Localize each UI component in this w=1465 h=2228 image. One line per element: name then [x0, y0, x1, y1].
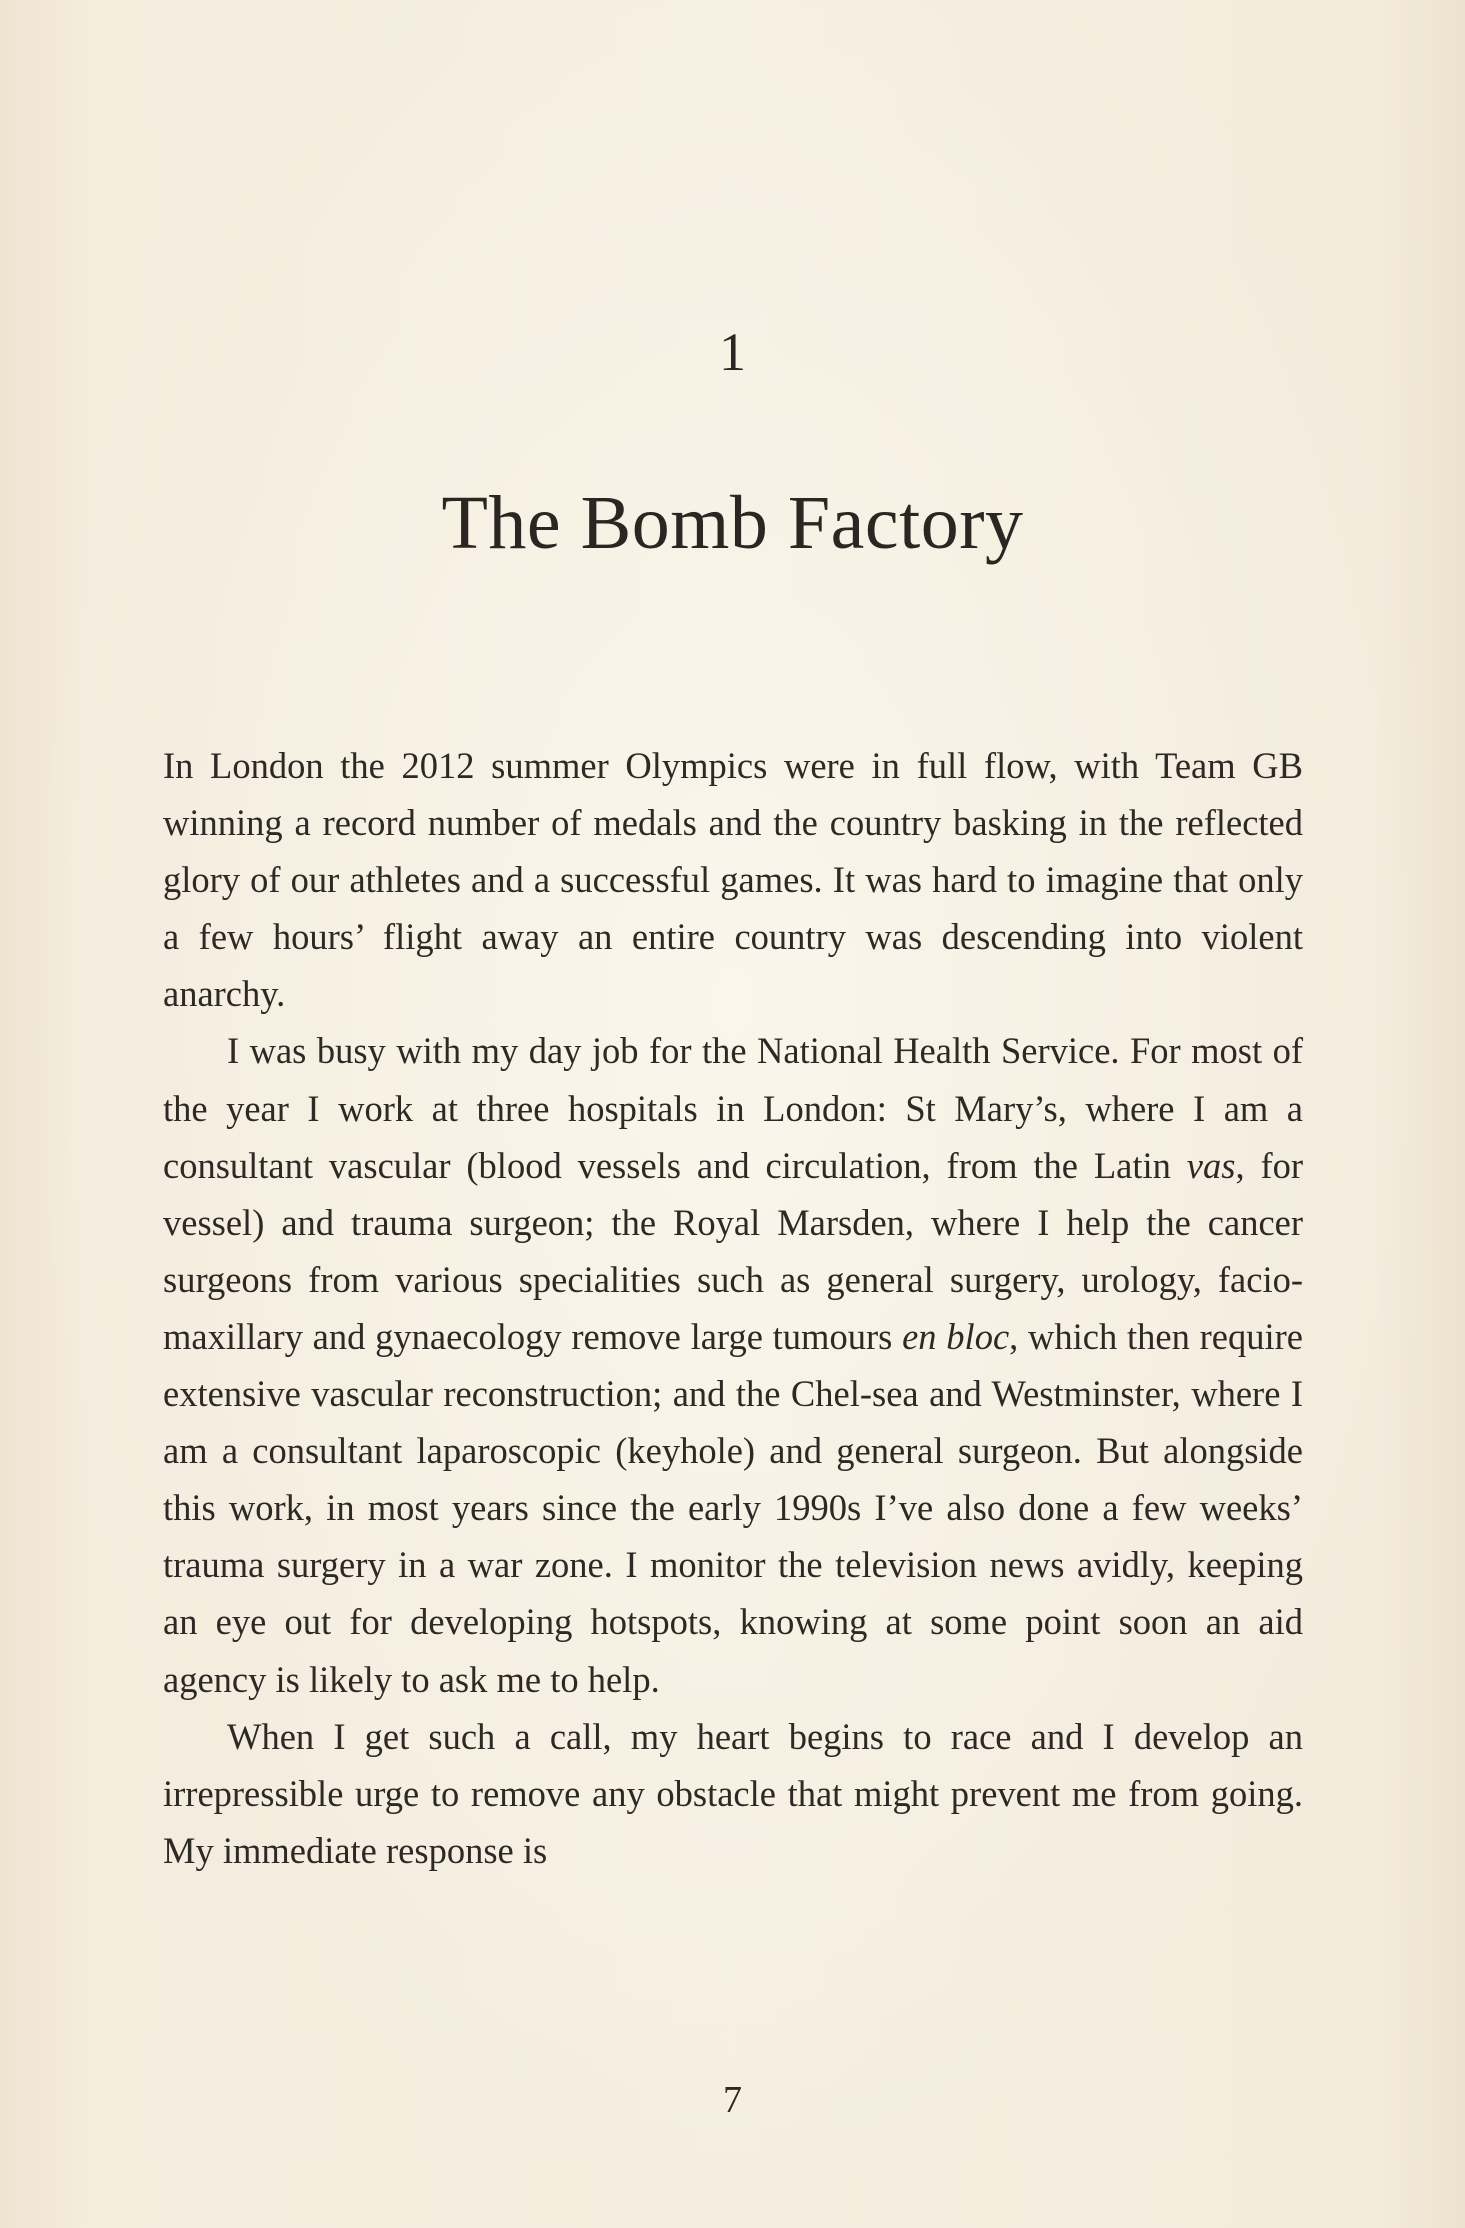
paragraph-2 — [163, 1022, 1303, 1707]
paragraph-3: When I get such a call, my heart begins to race and I develop an irrepressible urge to remove any obstacle that might prevent me from going. My immediate response is — [163, 1715, 1303, 1871]
latin-term-vas: vas — [1186, 1144, 1236, 1186]
paragraph-2-part-3: , which then require extensive vascular reconstruction; and the Chel-sea and Westminster, where I am a consultant laparoscopic (keyhole) and general surgeon. But alongside this work, in most years since the early 1990s I’ve also done a few weeks’ trauma surgery in a war zone. I monitor the television news avidly, keeping an eye out for developing hotspots, knowing at some point soon an aid agency is likely to ask me to help. — [163, 1315, 1303, 1700]
paragraph-2-part-2: , for vessel) and trauma surgeon; the Royal Marsden, where I help the cancer surgeons from various specialities such as general surgery, urology, facio-maxillary and gynaecology remove large tumours — [163, 1144, 1304, 1357]
chapter-title: The Bomb Factory — [441, 481, 1024, 565]
paragraph-2-part-1: I was busy with my day job for the National Health Service. For most of the year I work at three hospitals in London: St Mary’s, where I am a consultant vascular (blood vessels and circulation, from the Latin — [163, 1030, 1303, 1186]
page-number: 7 — [723, 2079, 742, 2121]
latin-term-en-bloc: en bloc — [902, 1315, 1010, 1357]
chapter-number: 1 — [719, 322, 746, 382]
paragraph-1: In London the 2012 summer Olympics were in full flow, with Team GB winning a record number of medals and the country basking in the reflected glory of our athletes and a successful games. It was hard to imagine that only a few hours’ flight away an entire country was descending into violent anarchy. — [163, 745, 1303, 1015]
body-text — [163, 737, 1303, 1879]
